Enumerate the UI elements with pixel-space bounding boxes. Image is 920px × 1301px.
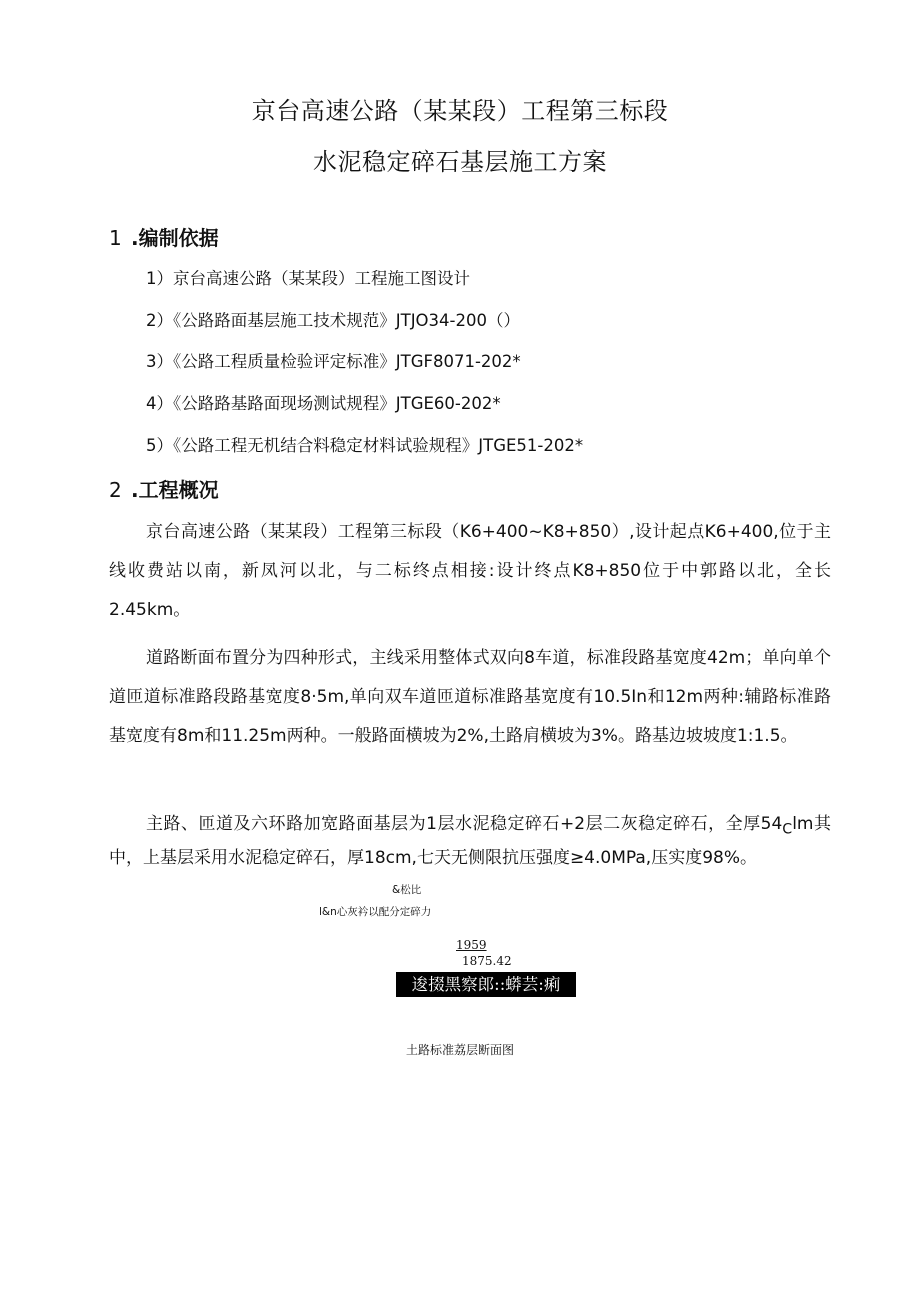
reference-item: 5）《公路工程无机结合料稳定材料试验规程》JTGE51-202* xyxy=(146,436,584,455)
document-title-line1: 京台高速公路（某某段）工程第三标段 xyxy=(251,97,669,125)
reference-item: 3）《公路工程质量检验评定标准》JTGF8071-202* xyxy=(146,352,521,371)
overview-paragraph: 京台高速公路（某某段）工程第三标段（K6+400~K8+850）,设计起点K6+400,位于主线收费站以南，新凤河以北，与二标终点相接:设计终点K8+850位于中郭路以北，全长2.45km。 xyxy=(109,522,831,620)
reference-item: 2）《公路路面基层施工技术规范》JTJO34-200（） xyxy=(146,311,520,330)
section-number: 1 xyxy=(109,226,122,250)
figure-caption: 土路标准荔层断面图 xyxy=(405,1043,514,1057)
figure-band: 逡掇黑察郎::蟒芸:痢 xyxy=(396,972,576,997)
paragraph-text: 主路、匝道及六环路加宽路面基层为1层水泥稳定碎石+2层二灰稳定碎石，全厚54 xyxy=(146,814,783,834)
section-heading-text: .编制依据 xyxy=(131,226,219,250)
subscript-text: C xyxy=(782,821,793,838)
reference-item: 1）京台高速公路（某某段）工程施工图设计 xyxy=(146,269,470,288)
section-heading-basis xyxy=(109,222,219,251)
cross-section-paragraph: 道路断面布置分为四种形式，主线采用整体式双向8车道，标准段路基宽度42m；单向单个道匝道标准路段路基宽度8·5m,单向双车道匝道标准路基宽度有10.5In和12m两种:辅路标准路基宽度有8m和11.25m两种。一般路面横坡为2%,土路肩横坡为3%。路基边坡坡度1:1.5。 xyxy=(109,648,831,746)
figure-label: &松比 xyxy=(392,884,422,896)
reference-item: 4）《公路路基路面现场测试规程》JTGE60-202* xyxy=(146,394,501,413)
section-heading-overview xyxy=(109,474,219,503)
base-layer-paragraph xyxy=(109,810,831,873)
figure-label: l&n心灰衿以配分定碎力 xyxy=(319,906,432,918)
figure-value: 1959 xyxy=(456,938,487,952)
figure-value: 1875.42 xyxy=(462,954,512,968)
paragraph-text: lm其中，上基层采用水泥稳定碎石，厚18cm,七天无侧限抗压强度≥4.0MPa,压实度98%。 xyxy=(109,814,831,869)
document-title-line2: 水泥稳定碎石基层施工方案 xyxy=(313,148,607,176)
section-heading-text: .工程概况 xyxy=(131,478,219,502)
section-number: 2 xyxy=(109,478,122,502)
